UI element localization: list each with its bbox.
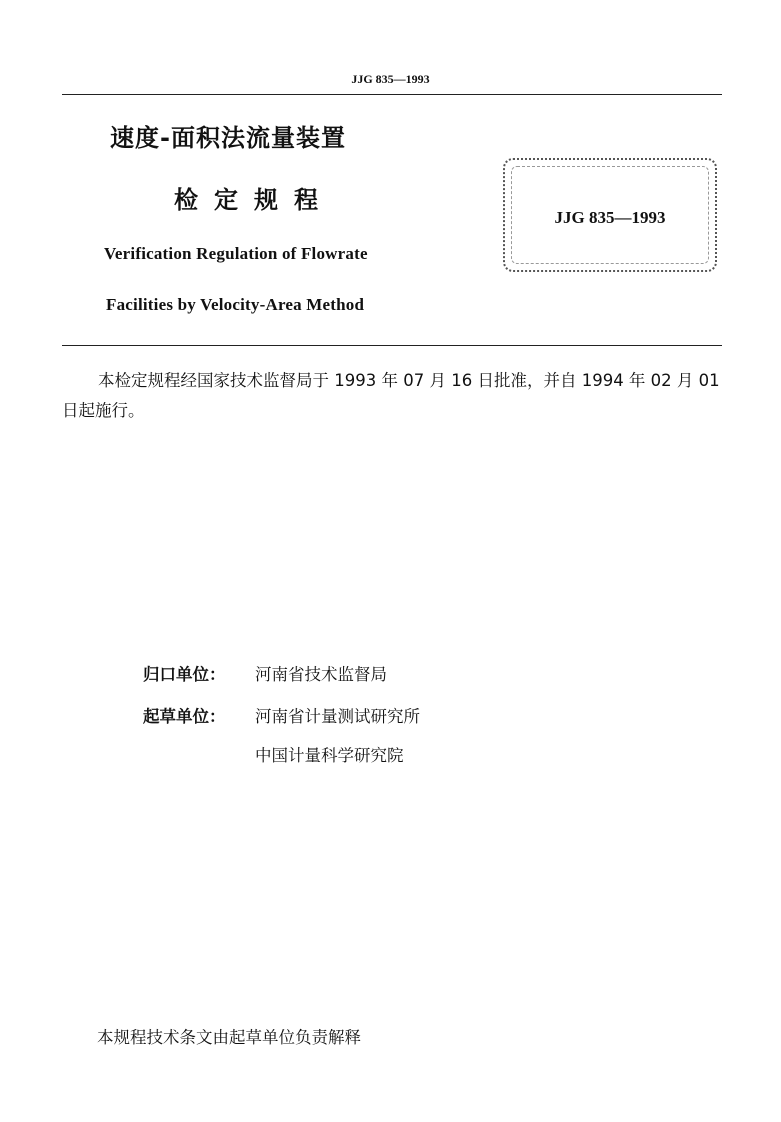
standard-code-text: JJG 835—1993 — [554, 208, 666, 227]
footer-note: 本规程技术条文由起草单位负责解释 — [97, 1028, 361, 1047]
responsible-unit-value: 河南省技术监督局 — [255, 665, 387, 684]
running-header-code: JJG 835—1993 — [351, 72, 430, 86]
approval-text: 本检定规程经国家技术监督局于 1993 年 07 月 16 日批准，并自 1994 年 02 月 01 日起施行。 — [62, 371, 720, 420]
title-english-line-1: Verification Regulation of Flowrate — [104, 244, 368, 263]
responsible-unit-label: 归口单位： — [143, 665, 226, 684]
section-rule — [62, 345, 722, 346]
header-rule — [62, 94, 722, 95]
drafting-unit-value-1: 河南省计量测试研究所 — [255, 707, 420, 726]
standard-code-box — [503, 158, 717, 272]
approval-statement — [62, 366, 724, 426]
title-chinese-line-2: 检定规程 — [174, 186, 334, 214]
title-chinese-line-1: 速度-面积法流量装置 — [110, 124, 346, 152]
drafting-unit-value-2: 中国计量科学研究院 — [255, 746, 404, 765]
title-english-line-2: Facilities by Velocity-Area Method — [106, 295, 365, 314]
drafting-unit-label: 起草单位： — [143, 707, 226, 726]
